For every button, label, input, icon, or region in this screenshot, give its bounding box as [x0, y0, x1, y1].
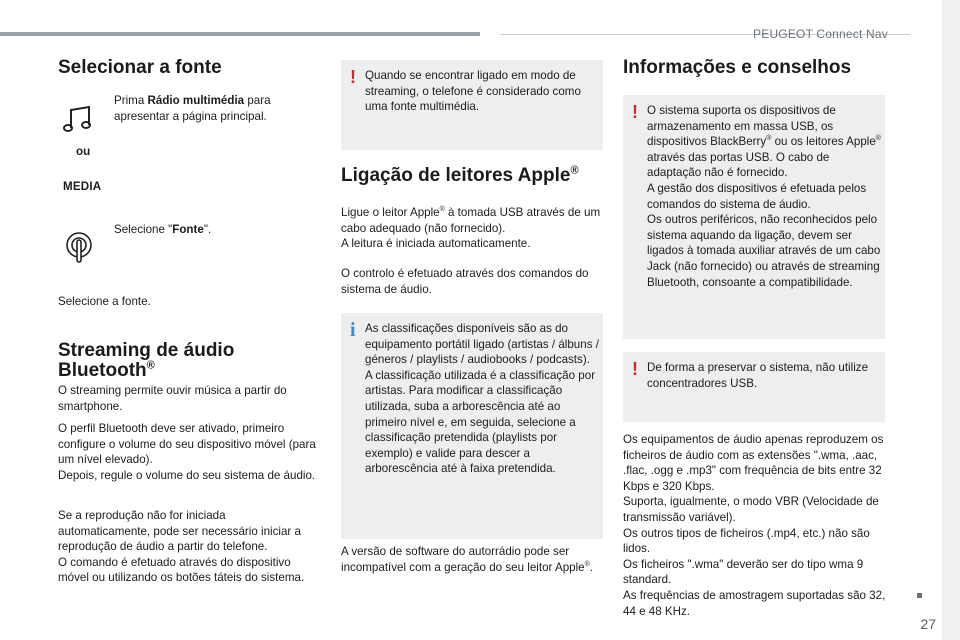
- continue-marker: [917, 593, 922, 598]
- note-classifications: [341, 313, 603, 539]
- or-label: ou: [76, 145, 91, 158]
- apple-paragraph-2: O controlo é efetuado através dos comandos do sistema de áudio.: [341, 267, 589, 296]
- brand-label: PEUGEOT Connect Nav: [753, 27, 888, 41]
- step-press-radio: Prima Rádio multimédia para apresentar a página principal.: [114, 94, 271, 123]
- apple-paragraph-3: A versão de software do autorrádio pode ser incompatível com a geração do seu leitor Apple®.: [341, 545, 594, 574]
- music-note-icon: [62, 105, 96, 135]
- warning-icon: !: [632, 102, 638, 122]
- section-title-info-tips: Informações e conselhos: [623, 57, 852, 78]
- warning-icon: !: [350, 67, 356, 87]
- warning-icon: !: [632, 359, 638, 379]
- header-rule: [0, 32, 480, 36]
- section-title-bluetooth-streaming: Streaming de áudio Bluetooth®: [58, 340, 235, 381]
- page-edge-strip: [942, 0, 960, 640]
- media-button-label: MEDIA: [63, 180, 102, 193]
- stream-paragraph-3: Se a reprodução não for iniciada automaticamente, pode ser necessário iniciar a reprodução de áudio a partir do telefone. O comando é efetuado através do dispositivo móvel ou utilizando os botões táteis do sistema.: [58, 509, 305, 585]
- section-title-apple-players: Ligação de leitores Apple®: [341, 164, 579, 186]
- note-text: Quando se encontrar ligado em modo de streaming, o telefone é considerado como uma fonte multimédia.: [365, 69, 581, 114]
- note-usb-hubs: [623, 352, 885, 422]
- step-select-source: Selecione a fonte.: [58, 295, 151, 308]
- note-text: De forma a preservar o sistema, não utilize concentradores USB.: [647, 361, 869, 390]
- audio-formats-paragraph: Os equipamentos de áudio apenas reproduzem os ficheiros de áudio com as extensões ".wma, .aac, .flac, .ogg e .mp3" com frequência de bits entre 32 Kbps e 320 Kbps. Suporta, igualmente, o modo VBR (Velocidade de transmissão variável). Os outros tipos de ficheiros (.mp4, etc.) não são lidos. Os ficheiros ".wma" deverão ser do tipo wma 9 standard. As frequências de amostragem suportadas são 32, 44 e 48 KHz.: [623, 433, 886, 618]
- touch-icon: [64, 230, 94, 264]
- info-icon: i: [350, 319, 356, 341]
- apple-paragraph-1: Ligue o leitor Apple® à tomada USB através de um cabo adequado (não fornecido). A leitura é iniciada automaticamente.: [341, 206, 601, 251]
- stream-paragraph-2: O perfil Bluetooth deve ser ativado, primeiro configure o volume do seu dispositivo móvel (para um nível elevado). Depois, regule o volume do seu sistema de áudio.: [58, 422, 316, 482]
- note-usb-support: [623, 95, 885, 339]
- note-text: As classificações disponíveis são as do equipamento portátil ligado (artistas / álbuns / géneros / playlists / audiobooks / podcasts). A classificação utilizada é a classificação por artistas. Para modificar a classificação utilizada, suba a arborescência até ao primeiro nível e, em seguida, selecione a classificação pretendida (playlists por exemplo) e valide para descer a arborescência até à faixa pretendida.: [365, 322, 599, 476]
- step-select-source-tab: Selecione "Fonte".: [114, 223, 212, 236]
- section-title-select-source: Selecionar a fonte: [58, 57, 222, 78]
- note-streaming-source: [341, 60, 603, 150]
- stream-paragraph-1: O streaming permite ouvir música a partir do smartphone.: [58, 384, 287, 413]
- note-text: O sistema suporta os dispositivos de armazenamento em massa USB, os dispositivos BlackBerry® ou os leitores Apple® através das portas USB. O cabo de adaptação não é fornecido. A gestão dos dispositivos é efetuada pelos comandos do sistema de áudio. Os outros periféricos, não reconhecidos pelo sistema aquando da ligação, devem ser ligados à tomada auxiliar através de um cabo Jack (não fornecido) ou através de streaming Bluetooth, consoante a compatibilidade.: [647, 104, 881, 289]
- page-number: 27: [920, 616, 936, 632]
